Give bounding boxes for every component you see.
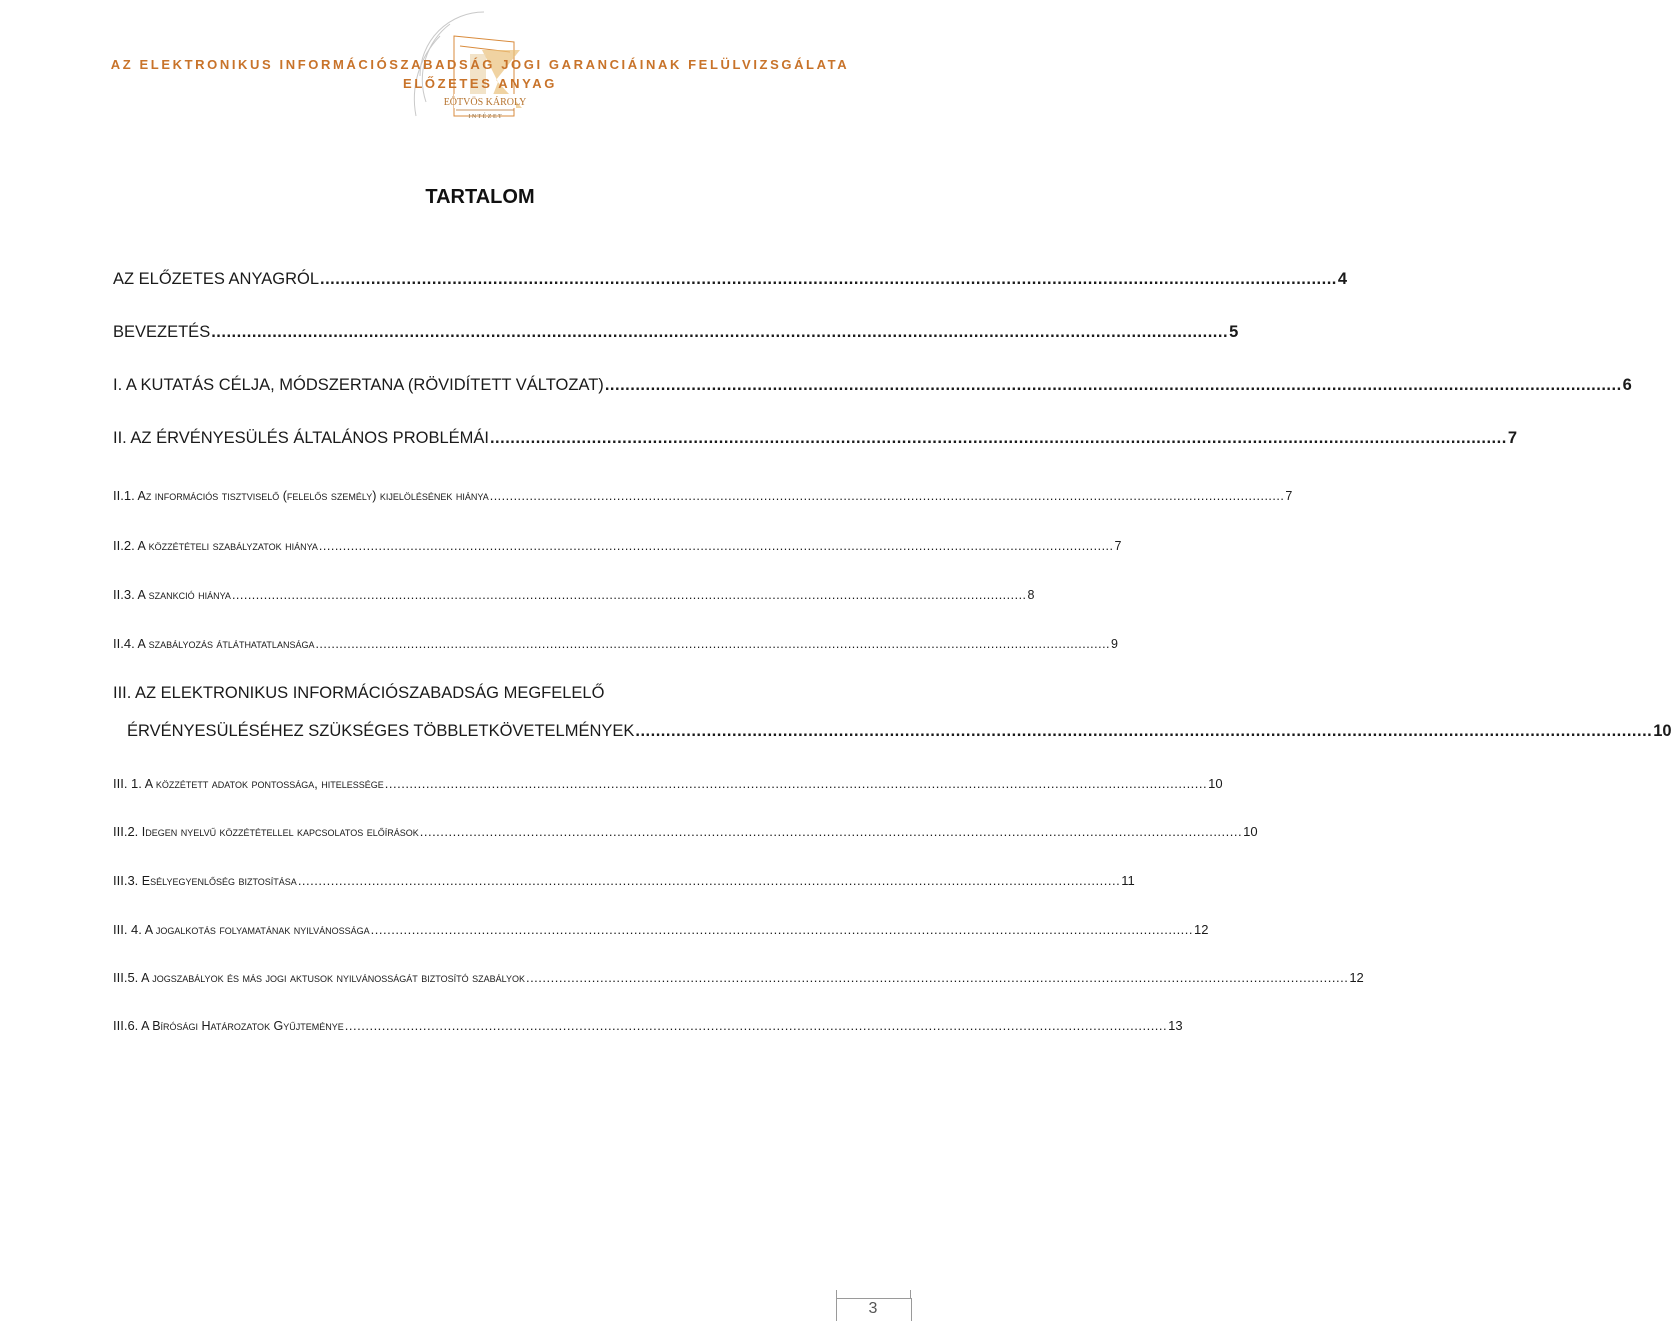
header-title: AZ ELEKTRONIKUS INFORMÁCIÓSZABADSÁG JOGI GARANCIÁINAK FELÜLVIZSGÁLATA	[110, 57, 850, 72]
toc-entry-title: Esélyegyenlőség biztosítása	[141, 874, 297, 888]
toc-entry-page: 4	[1337, 270, 1348, 288]
toc-entry-label	[113, 587, 231, 602]
toc-leader: ........................................................................................................................................................................................................	[604, 376, 1622, 394]
toc-entry-label	[113, 824, 419, 839]
toc-leader: ........................................................................................................................................................................................................	[211, 323, 1229, 341]
toc-entry-page: 5	[1229, 323, 1239, 341]
toc-entry-page: 7	[1114, 539, 1122, 553]
toc-leader: ........................................................................................................................................................................................................	[320, 270, 1337, 288]
page-title: TARTALOM	[425, 186, 535, 208]
toc-entry-number: II.3.	[113, 587, 135, 602]
page-number-frame-right	[910, 1290, 911, 1298]
toc-entry-page: 9	[1111, 637, 1118, 651]
toc-entry[interactable]	[113, 587, 1035, 602]
header-subtitle: ELŐZETES ANYAG	[403, 76, 557, 91]
toc-entry[interactable]	[113, 824, 1258, 839]
toc-entry-label	[113, 922, 370, 937]
toc-entry-title: Az információs tisztviselő (felelős személy) kijelölésének hiánya	[137, 489, 489, 503]
toc-entry-page: 10	[1243, 824, 1258, 839]
toc-leader: ........................................................................................................................................................................................................	[419, 824, 1243, 839]
toc-entry-number: III.2.	[113, 824, 139, 839]
toc-entry-label	[113, 776, 384, 791]
toc-entry[interactable]	[113, 1018, 1183, 1033]
toc-entry[interactable]	[113, 538, 1122, 553]
toc-entry-page: 7	[1285, 489, 1293, 503]
toc-entry-label: ÉRVÉNYESÜLÉSÉHEZ SZÜKSÉGES TÖBBLETKÖVETELMÉNYEK	[127, 722, 635, 740]
page-number-frame-left	[836, 1290, 837, 1298]
toc-entry[interactable]	[113, 873, 1135, 888]
toc-entry-page: 10	[1208, 776, 1223, 791]
toc-entry-title: A szankció hiánya	[137, 588, 231, 602]
toc-entry-label	[113, 970, 525, 985]
institute-logo-icon	[410, 6, 560, 144]
toc-entry[interactable]	[113, 970, 1364, 985]
toc-leader: ........................................................................................................................................................................................................	[489, 489, 1285, 503]
toc-entry-number: III.3.	[113, 873, 139, 888]
toc-entry-title: A jogszabályok és más jogi aktusok nyilvánosságát biztosító szabályok	[141, 971, 525, 985]
toc-entry-page: 12	[1194, 922, 1209, 937]
toc-leader: ........................................................................................................................................................................................................	[231, 588, 1027, 602]
toc-entry-page: 11	[1121, 873, 1135, 888]
toc-leader: ........................................................................................................................................................................................................	[318, 539, 1114, 553]
toc-entry[interactable]	[113, 922, 1209, 937]
toc-leader: ........................................................................................................................................................................................................	[315, 637, 1111, 651]
toc-entry-number: II.2.	[113, 538, 135, 553]
toc-leader: ........................................................................................................................................................................................................	[635, 722, 1653, 740]
toc-entry[interactable]	[113, 776, 1223, 791]
logo-subtext: I N T É Z E T	[468, 114, 502, 120]
toc-entry-title: Idegen nyelvű közzététellel kapcsolatos előírások	[141, 825, 419, 839]
toc-leader: ........................................................................................................................................................................................................	[297, 873, 1121, 888]
toc-entry-page: 13	[1168, 1018, 1183, 1033]
toc-entry[interactable]	[113, 636, 1118, 651]
toc-entry-label	[113, 636, 314, 651]
logo-text: EÖTVÖS KÁROLY	[443, 97, 527, 108]
toc-entry-page: 8	[1027, 588, 1035, 602]
toc-entry-label	[113, 488, 489, 503]
toc-entry-title: A jogalkotás folyamatának nyilvánossága	[144, 923, 370, 937]
toc-entry-label	[113, 873, 297, 888]
toc-entry-label: BEVEZETÉS	[113, 323, 211, 341]
toc-entry[interactable]	[113, 270, 1348, 289]
toc-entry-label-line1[interactable]: III. AZ ELEKTRONIKUS INFORMÁCIÓSZABADSÁG MEGFELELŐ	[113, 684, 605, 702]
toc-entry-number: III. 4.	[113, 922, 142, 937]
toc-entry[interactable]	[127, 722, 1672, 741]
toc-entry-label	[113, 538, 318, 553]
toc-entry-label	[113, 1018, 344, 1033]
toc-entry-number: III.5.	[113, 970, 139, 985]
toc-entry[interactable]	[113, 323, 1239, 342]
toc-entry-title: A közzétett adatok pontossága, hitelessége	[144, 777, 384, 791]
toc-leader: ........................................................................................................................................................................................................	[384, 776, 1208, 791]
toc-entry-page: 10	[1653, 722, 1672, 740]
toc-entry[interactable]	[113, 488, 1293, 503]
toc-leader: ........................................................................................................................................................................................................	[370, 922, 1194, 937]
page-number: 3	[868, 1300, 878, 1317]
toc-entry-label: I. A KUTATÁS CÉLJA, MÓDSZERTANA (RÖVIDÍTETT VÁLTOZAT)	[113, 376, 604, 394]
toc-leader: ........................................................................................................................................................................................................	[489, 429, 1507, 447]
toc-entry-page: 12	[1349, 970, 1364, 985]
toc-entry-page: 7	[1507, 429, 1518, 447]
toc-entry[interactable]	[113, 429, 1518, 448]
toc-entry-title: A szabályozás átláthatatlansága	[137, 637, 315, 651]
toc-entry-page: 6	[1622, 376, 1632, 394]
toc-leader: ........................................................................................................................................................................................................	[525, 970, 1349, 985]
toc-entry-number: III. 1.	[113, 776, 142, 791]
toc-entry-label: AZ ELŐZETES ANYAGRÓL	[113, 270, 320, 288]
toc-entry-label: II. AZ ÉRVÉNYESÜLÉS ÁLTALÁNOS PROBLÉMÁI	[113, 429, 489, 447]
toc-entry[interactable]	[113, 376, 1632, 395]
toc-leader: ........................................................................................................................................................................................................	[344, 1018, 1168, 1033]
page-header	[0, 0, 960, 150]
toc-entry-title: A közzétételi szabályzatok hiánya	[137, 539, 318, 553]
toc-entry-number: II.1.	[113, 488, 135, 503]
toc-entry-number: II.4.	[113, 636, 135, 651]
toc-entry-title: A Bírósági Határozatok Gyűjteménye	[141, 1019, 344, 1033]
toc-entry-number: III.6.	[113, 1018, 139, 1033]
